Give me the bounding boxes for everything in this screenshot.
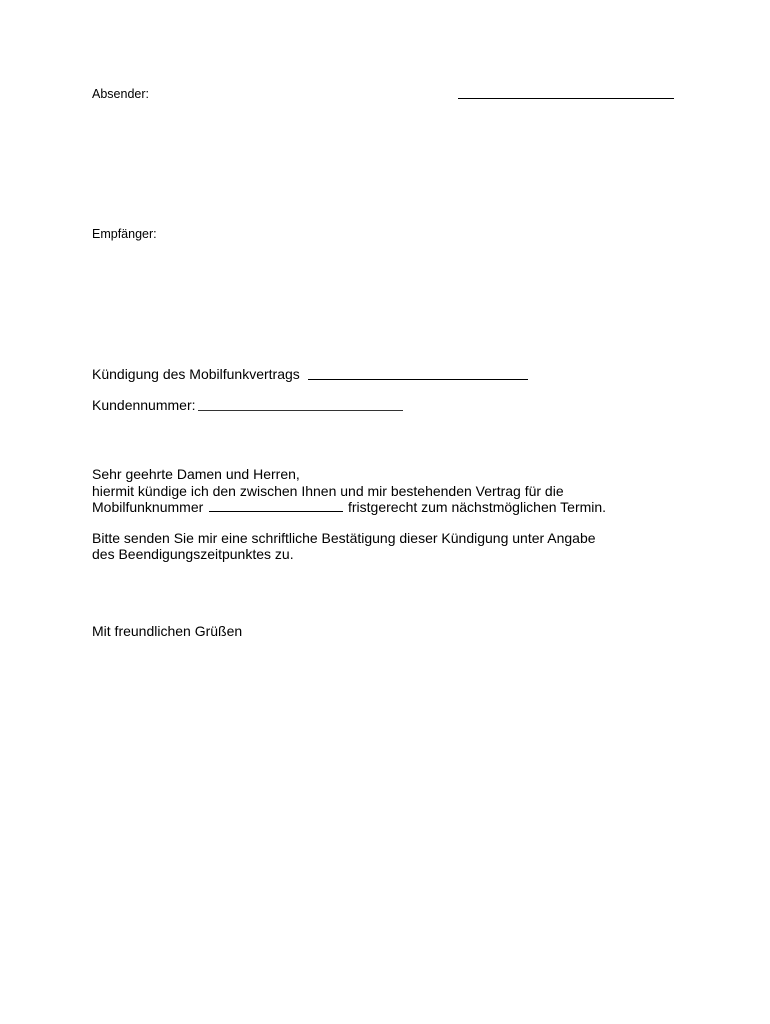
contract-field[interactable] — [308, 364, 528, 379]
customer-number-field[interactable] — [198, 395, 403, 410]
sender-label: Absender: — [92, 87, 149, 101]
customer-number-underline — [198, 410, 403, 411]
customer-number-label: Kundennummer: — [92, 397, 196, 413]
recipient-label: Empfänger: — [92, 227, 157, 241]
confirmation-line-2: des Beendigungszeitpunktes zu. — [92, 546, 294, 562]
sender-underline — [458, 98, 674, 99]
phone-number-underline — [209, 511, 343, 512]
closing: Mit freundlichen Grüßen — [92, 623, 243, 639]
salutation: Sehr geehrte Damen und Herren, — [92, 466, 300, 482]
phone-number-field[interactable] — [209, 497, 343, 511]
sender-field[interactable] — [458, 84, 674, 98]
body-line-2-start: Mobilfunknummer — [92, 499, 204, 515]
body-line-1: hiermit kündige ich den zwischen Ihnen und mir bestehenden Vertrag für die — [92, 483, 564, 499]
subject-label: Kündigung des Mobilfunkvertrags — [92, 366, 300, 382]
confirmation-line-1: Bitte senden Sie mir eine schriftliche Bestätigung dieser Kündigung unter Angabe — [92, 530, 596, 546]
body-line-2-end: fristgerecht zum nächstmöglichen Termin. — [348, 499, 607, 515]
contract-underline — [308, 379, 528, 380]
